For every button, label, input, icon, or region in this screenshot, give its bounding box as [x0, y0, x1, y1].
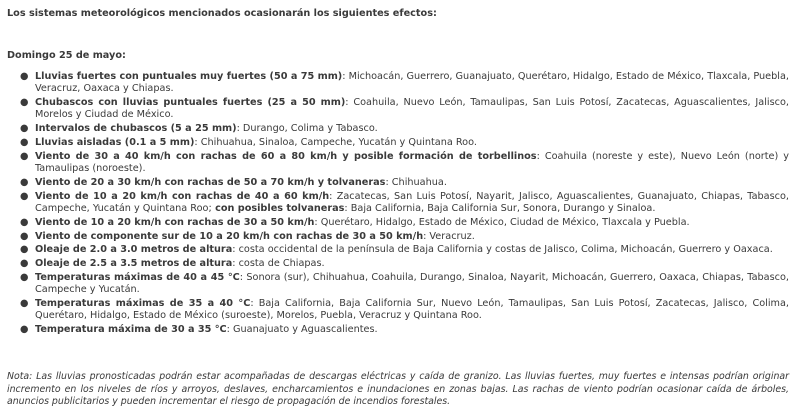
list-item [20, 190, 789, 216]
bullet-icon: ● [20, 176, 29, 188]
list-item [20, 298, 789, 323]
item-text: : costa de Chiapas. [232, 258, 325, 270]
item-subtext: : Baja California, Baja California Sur, Sonora, Durango y Sinaloa. [344, 202, 656, 214]
bullet-icon: ● [20, 71, 29, 82]
list-item [20, 71, 789, 96]
bullet-icon: ● [20, 230, 29, 242]
item-text: : Chihuahua. [385, 176, 447, 188]
list-item [20, 97, 789, 122]
item-text: : Veracruz. [423, 230, 475, 242]
bullet-icon: ● [20, 150, 29, 162]
bullet-icon: ● [20, 271, 29, 283]
bullet-icon: ● [20, 216, 29, 228]
item-heading: Oleaje de 2.5 a 3.5 metros de altura [35, 258, 233, 270]
item-text: : Michoacán, Guerrero, Guanajuato, Querétaro, Hidalgo, Estado de México, Tlaxcala, Puebla, Veracruz, Oaxaca y Chiapas. [35, 71, 789, 95]
item-text: : Coahuila (noreste y este), Nuevo León (norte) y Tamaulipas (noroeste). [35, 150, 789, 175]
item-heading: Viento de 30 a 40 km/h con rachas de 60 a 80 km/h y posible formación de torbellinos [35, 150, 537, 162]
item-heading: Lluvias fuertes con puntuales muy fuertes (50 a 75 mm) [35, 71, 343, 82]
item-text: : Chihuahua, Sinaloa, Campeche, Yucatán y Quintana Roo. [194, 136, 477, 148]
day-heading: Domingo 25 de mayo: [7, 50, 126, 61]
list-item [20, 136, 789, 149]
item-heading: Temperaturas máximas de 40 a 45 °C [35, 271, 240, 283]
item-heading: Viento de 10 a 20 km/h con rachas de 40 a 60 km/h [35, 190, 330, 202]
list-item [20, 258, 789, 270]
intro-text: Los sistemas meteorológicos mencionados ocasionarán los siguientes efectos: [7, 8, 437, 19]
item-text: : Coahuila, Nuevo León, Tamaulipas, San Luis Potosí, Zacatecas, Aguascalientes, Jalisco, Morelos y Ciudad de México. [35, 97, 789, 121]
bullet-icon: ● [20, 190, 29, 202]
item-heading: Viento de componente sur de 10 a 20 km/h con rachas de 30 a 50 km/h [35, 230, 424, 242]
list-item [20, 150, 789, 176]
item-text: : Guanajuato y Aguascalientes. [226, 324, 378, 336]
item-heading: Chubascos con lluvias puntuales fuertes (25 a 50 mm) [35, 97, 346, 109]
effects-list [0, 71, 789, 338]
list-item [20, 176, 789, 189]
item-text: : Durango, Colima y Tabasco. [236, 123, 378, 135]
item-heading: Intervalos de chubascos (5 a 25 mm) [35, 123, 237, 135]
note-text: Nota: Las lluvias pronosticadas podrán estar acompañadas de descargas eléctricas y caída de granizo. Las lluvias fuertes, muy fuertes e intensas podrían originar incremento en los niveles de ríos y arroyos, deslaves, encharcamientos e inundaciones en zonas bajas. Las rachas de viento podrían ocasionar caída de árboles, anuncios publicitarios y pueden incrementar el riesgo de propagación de incendios forestales. [7, 371, 789, 408]
list-item [20, 230, 789, 243]
item-heading: Temperaturas máximas de 35 a 40 °C [35, 298, 251, 310]
list-item [20, 216, 789, 229]
list-item [20, 271, 789, 297]
bullet-icon: ● [20, 244, 29, 256]
bullet-icon: ● [20, 298, 29, 310]
item-heading: Temperatura máxima de 30 a 35 °C [35, 324, 227, 336]
item-subheading: con posibles tolvaneras [211, 202, 345, 214]
item-text: : Sonora (sur), Chihuahua, Coahuila, Durango, Sinaloa, Nayarit, Michoacán, Guerrero, Oaxaca, Chiapas, Tabasco, Campeche y Yucatán. [35, 271, 789, 296]
bullet-icon: ● [20, 97, 29, 109]
item-text: : costa occidental de la península de Baja California y costas de Jalisco, Colima, Michoacán, Guerrero y Oaxaca. [232, 244, 773, 256]
bullet-icon: ● [20, 258, 29, 270]
item-heading: Lluvias aisladas (0.1 a 5 mm) [35, 136, 195, 148]
bullet-icon: ● [20, 123, 29, 135]
item-text: : Querétaro, Hidalgo, Estado de México, Ciudad de México, Tlaxcala y Puebla. [314, 216, 690, 228]
item-text: : Baja California, Baja California Sur, Nuevo León, Tamaulipas, San Luis Potosí, Zacatecas, Jalisco, Colima, Querétaro, Hidalgo, Estado de México (suroeste), Morelos, Puebla, Veracruz y Quintana Roo. [35, 298, 789, 322]
item-text: : Zacatecas, San Luis Potosí, Nayarit, Jalisco, Aguascalientes, Guanajuato, Chiapas, Tabasco, Campeche, Yucatán y Quintana Roo; [35, 190, 789, 214]
list-item [20, 123, 789, 135]
list-item [20, 244, 789, 256]
item-heading: Oleaje de 2.0 a 3.0 metros de altura [35, 244, 233, 256]
bullet-icon: ● [20, 136, 29, 148]
list-item [20, 324, 789, 336]
item-heading: Viento de 20 a 30 km/h con rachas de 50 a 70 km/h y tolvaneras [35, 176, 386, 188]
item-heading: Viento de 10 a 20 km/h con rachas de 30 a 50 km/h [35, 216, 315, 228]
bullet-icon: ● [20, 324, 29, 336]
